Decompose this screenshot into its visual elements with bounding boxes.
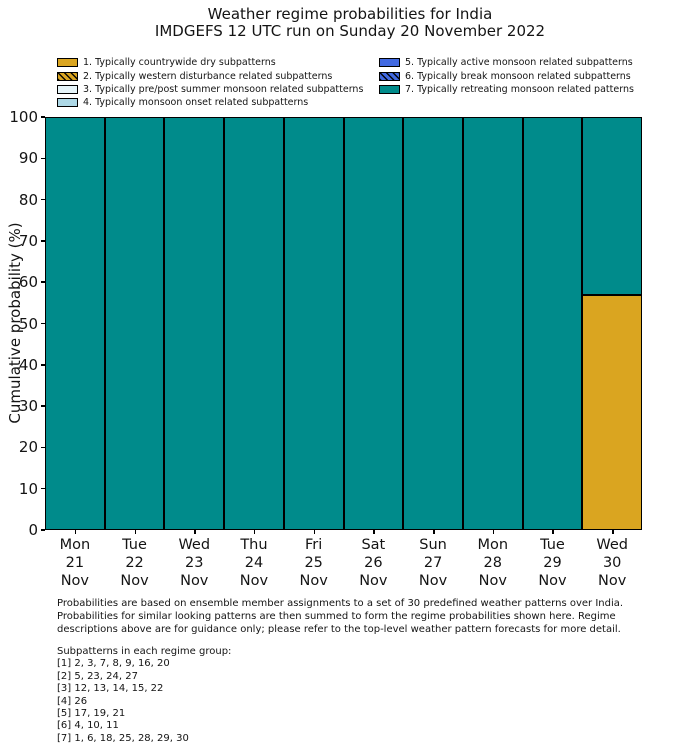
legend-item-2 — [57, 69, 363, 82]
x-tick-label-line: Nov — [598, 573, 627, 589]
x-axis-labels — [45, 530, 642, 590]
x-tick-label-line: Nov — [418, 573, 448, 589]
bar-segment — [164, 117, 224, 530]
legend-item-3 — [57, 83, 363, 96]
legend-swatch — [57, 58, 78, 67]
subpattern-line: [7] 1, 6, 18, 25, 28, 29, 30 — [57, 732, 189, 744]
subpattern-line: [1] 2, 3, 7, 8, 9, 16, 20 — [57, 658, 170, 670]
bar-thu-24 — [224, 117, 284, 530]
subpattern-line: [3] 12, 13, 14, 15, 22 — [57, 683, 164, 695]
x-tick-label-line: Nov — [359, 573, 388, 589]
x-tick-label-line: 21 — [65, 555, 85, 571]
bar-segment — [403, 117, 463, 530]
x-tick-mark — [135, 530, 137, 534]
x-tick-label-line: Nov — [538, 573, 567, 589]
x-tick-label-fri-25 — [284, 530, 344, 590]
y-tick-20 — [19, 438, 45, 456]
x-tick-label-sat-26 — [344, 530, 404, 590]
x-tick-label-line: 25 — [304, 555, 323, 571]
y-tick-label: 30 — [18, 397, 38, 416]
x-tick-label-tue-29 — [523, 530, 583, 590]
plot-area — [45, 117, 642, 530]
bar-tue-29 — [523, 117, 583, 530]
y-tick-label: 60 — [18, 273, 38, 292]
x-tick-mark — [75, 530, 77, 534]
y-tick-label: 80 — [18, 190, 38, 209]
legend-item-1 — [57, 56, 363, 69]
y-tick-label: 10 — [18, 479, 38, 498]
x-tick-label-line: Mon — [477, 537, 509, 553]
x-tick-label-line: Nov — [299, 573, 328, 589]
legend-label: 4. Typically monsoon onset related subpatterns — [83, 97, 309, 109]
x-tick-label-tue-22 — [105, 530, 165, 590]
x-tick-label-line: Thu — [240, 537, 268, 553]
x-tick-label-line: Wed — [596, 537, 628, 553]
bar-mon-28 — [463, 117, 523, 530]
x-tick-label-line: 28 — [483, 555, 502, 571]
x-tick-mark — [612, 530, 614, 534]
y-axis-title: Cumulative probability (%) — [6, 222, 24, 424]
legend-label: 2. Typically western disturbance related subpatterns — [83, 70, 333, 82]
bar-segment — [463, 117, 523, 530]
y-tick-100 — [9, 108, 45, 126]
subpattern-line: [4] 26 — [57, 695, 88, 707]
chart-subtitle: IMDGEFS 12 UTC run on Sunday 20 November 2022 — [154, 22, 546, 40]
legend-item-5 — [379, 56, 634, 69]
x-tick-mark — [493, 530, 495, 534]
subpattern-line: [5] 17, 19, 21 — [57, 708, 126, 720]
y-tick-label: 0 — [28, 521, 38, 539]
x-tick-label-mon-28 — [463, 530, 523, 590]
x-tick-mark — [314, 530, 316, 534]
x-tick-label-line: 27 — [423, 555, 443, 571]
x-tick-label-wed-30 — [582, 530, 642, 590]
legend-column-right — [379, 56, 634, 96]
x-tick-label-line: 24 — [244, 555, 264, 571]
footnote-line: Probabilities are based on ensemble member assignments to a set of 30 predefined weather patterns over India. — [57, 598, 624, 609]
bar-segment — [344, 117, 404, 530]
legend-column-left — [57, 56, 363, 110]
x-tick-label-line: 23 — [185, 555, 204, 571]
x-tick-label-line: 26 — [364, 555, 383, 571]
footnote-line: Probabilities for similar looking patterns are then summed to form the regime probabilities shown here. Regime — [57, 610, 616, 622]
x-tick-mark — [373, 530, 375, 534]
bar-tue-22 — [105, 117, 165, 530]
x-tick-label-line: Fri — [305, 537, 323, 553]
y-tick-90 — [19, 149, 45, 167]
bar-segment — [224, 117, 284, 530]
x-tick-label-line: Tue — [540, 537, 565, 553]
bar-segment — [105, 117, 165, 530]
x-tick-label-mon-21 — [45, 530, 105, 590]
x-tick-label-line: 29 — [543, 555, 562, 571]
y-tick-label: 90 — [18, 149, 38, 168]
chart-title: Weather regime probabilities for India — [207, 5, 493, 23]
y-tick-label: 70 — [18, 231, 38, 250]
bar-sun-27 — [403, 117, 463, 530]
x-tick-label-line: Nov — [478, 573, 507, 589]
x-tick-label-sun-27 — [403, 530, 463, 590]
x-axis — [45, 530, 642, 590]
footnote — [57, 598, 623, 637]
bar-segment — [582, 117, 642, 295]
x-tick-label-line: Nov — [120, 573, 149, 589]
subpattern-line: [6] 4, 10, 11 — [57, 720, 119, 732]
bar-wed-30 — [582, 117, 642, 530]
y-tick-label: 20 — [18, 438, 38, 457]
bar-mon-21 — [45, 117, 105, 530]
y-tick-label: 100 — [9, 108, 38, 126]
legend-swatch — [57, 72, 78, 81]
legend-swatch — [379, 58, 400, 67]
y-tick-label: 50 — [18, 314, 38, 333]
x-tick-mark — [194, 530, 196, 534]
bar-wed-23 — [164, 117, 224, 530]
footnote-line: descriptions above are for guidance only; please refer to the top-level weather pattern forecasts for more detail. — [57, 623, 621, 635]
y-tick-80 — [19, 191, 45, 209]
bar-segment — [582, 295, 642, 530]
x-tick-label-line: Nov — [180, 573, 209, 589]
x-tick-label-line: Sat — [361, 537, 386, 553]
x-tick-label-line: Sun — [419, 537, 447, 553]
subpatterns-block — [57, 646, 231, 745]
bar-fri-25 — [284, 117, 344, 530]
x-tick-label-line: Wed — [178, 537, 211, 553]
title-block — [0, 6, 700, 40]
legend-item-7 — [379, 83, 634, 96]
legend-label: 6. Typically break monsoon related subpatterns — [405, 70, 631, 82]
bar-sat-26 — [344, 117, 404, 530]
bar-segment — [284, 117, 344, 530]
x-tick-label-line: Mon — [59, 537, 91, 553]
subpatterns-heading: Subpatterns in each regime group: — [57, 646, 232, 657]
legend-swatch — [379, 85, 400, 94]
legend-swatch — [379, 72, 400, 81]
bar-segment — [523, 117, 583, 530]
x-tick-mark — [552, 530, 554, 534]
x-tick-mark — [254, 530, 256, 534]
x-tick-label-line: 30 — [602, 555, 622, 571]
subpattern-line: [2] 5, 23, 24, 27 — [57, 670, 138, 682]
x-tick-label-thu-24 — [224, 530, 284, 590]
x-tick-label-line: Tue — [122, 537, 147, 553]
legend-label: 3. Typically pre/post summer monsoon related subpatterns — [83, 83, 364, 95]
y-tick-0 — [28, 521, 45, 539]
x-tick-label-wed-23 — [164, 530, 224, 590]
legend-swatch — [57, 85, 78, 94]
legend-label: 1. Typically countrywide dry subpatterns — [83, 57, 276, 69]
legend-item-6 — [379, 69, 634, 82]
x-tick-label-line: Nov — [239, 573, 269, 589]
bar-segment — [45, 117, 105, 530]
bars — [45, 117, 642, 530]
x-tick-label-line: 22 — [125, 555, 144, 571]
legend-item-4 — [57, 96, 363, 109]
y-tick-10 — [19, 480, 45, 498]
x-tick-mark — [433, 530, 435, 534]
legend-label: 7. Typically retreating monsoon related patterns — [405, 83, 634, 95]
x-tick-label-line: Nov — [60, 573, 89, 589]
legend-label: 5. Typically active monsoon related subpatterns — [405, 57, 633, 69]
y-tick-label: 40 — [18, 355, 38, 374]
legend-swatch — [57, 98, 78, 107]
